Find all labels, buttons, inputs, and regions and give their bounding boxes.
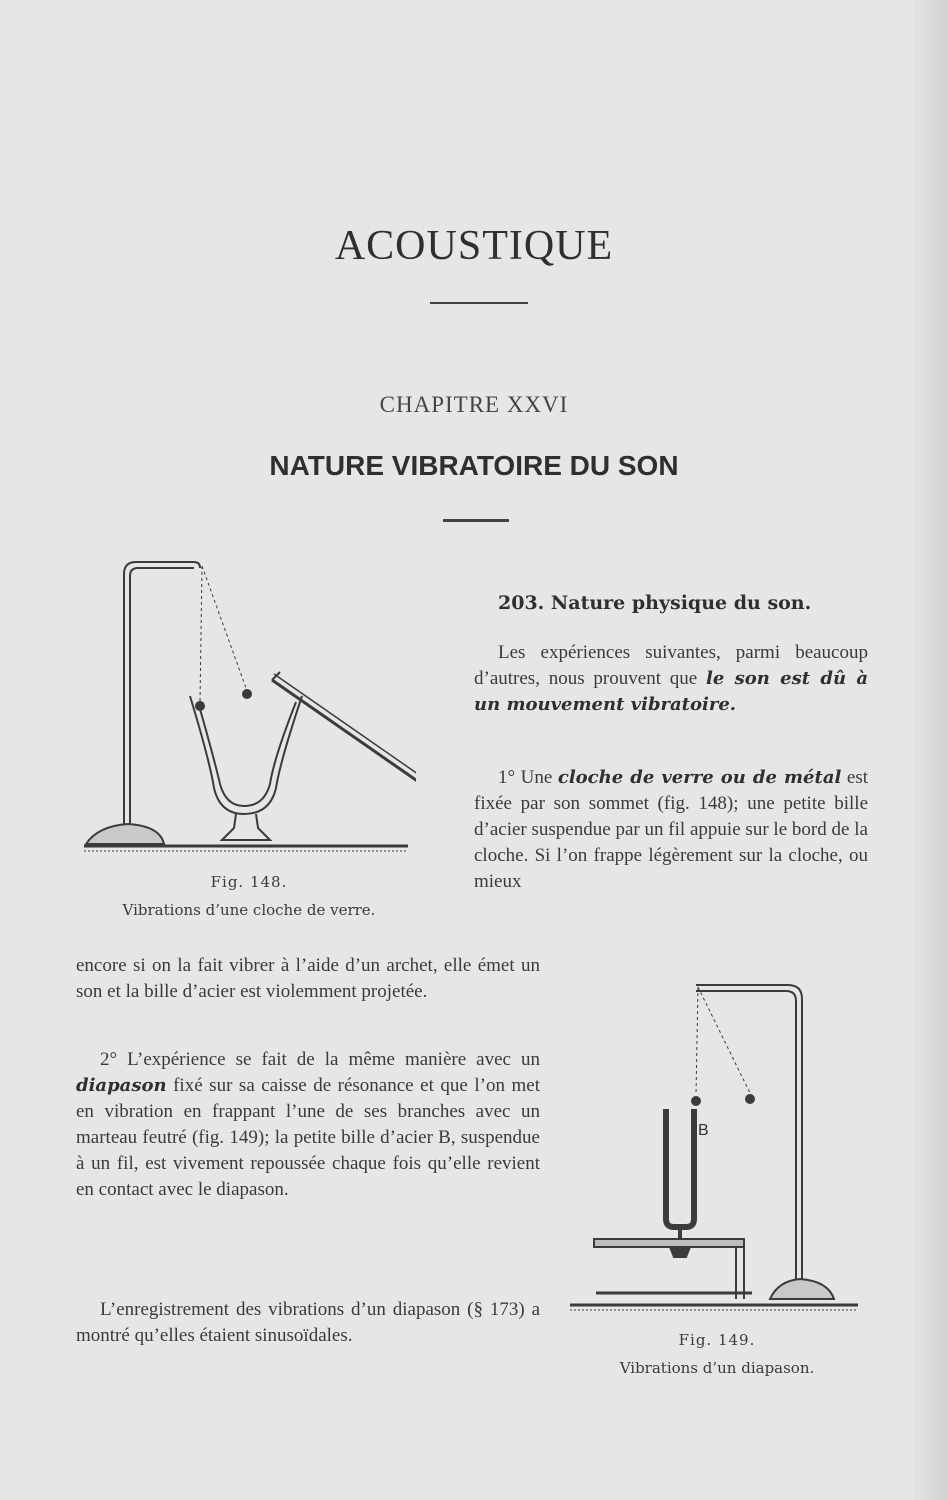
figure-149-caption [582,1331,852,1377]
paragraph-2-text-b: est fixée par son sommet (fig. 148); une petite bille d’acier suspendue par un fil appuie sur le bord de la cloche. Si l’on frappe légèrement sur la cloche, ou mieux [474,767,868,892]
figure-148-caption [76,873,422,919]
figure-148-bell-illustration [76,552,416,858]
subtitle-rule [443,519,509,522]
paragraph-2-emphasis: cloche de verre ou de métal [557,767,842,788]
title-rule [430,302,528,304]
paragraph-1 [474,640,868,718]
figure-149-label-b: B [698,1122,709,1139]
paragraph-3: encore si on la fait vibrer à l’aide d’un archet, elle émet un son et la bille d’acier est violemment projetée. [76,955,540,1002]
figure-149-text: Vibrations d’un diapason. [619,1359,815,1377]
page-title: ACOUSTIQUE [334,223,614,269]
paragraph-4-text-a: 2° L’expérience se fait de la même manière avec un [100,1049,540,1070]
paragraph-2-text-a: 1° Une [498,767,558,788]
paragraph-5: L’enregistrement des vibrations d’un diapason (§ 173) a montré qu’elles étaient sinusoïdales. [76,1299,540,1346]
paragraph-1-text: Les expériences suivantes, parmi beaucoup d’autres, nous prouvent que [474,642,868,689]
figure-148-number: Fig. 148. [210,873,288,891]
paragraph-1-emphasis: le son est dû à un mouvement vibratoire. [474,668,868,715]
paragraph-4 [76,1047,540,1203]
paragraph-2 [474,765,868,895]
section-heading: 203. Nature physique du son. [498,592,812,614]
paragraph-4-text-b: fixé sur sa caisse de résonance et que l’on met en vibration en frappant l’une de ses branches avec un marteau feutré (fig. 149); la petite bille d’acier B, suspendue à un fil, est vivement repoussée chaque fois qu’elle revient en contact avec le diapason. [76,1075,540,1200]
figure-149-tuning-fork-illustration [566,975,866,1315]
figure-148-text: Vibrations d’une cloche de verre. [122,901,376,919]
paragraph-4-emphasis: diapason [76,1075,167,1096]
chapter-subtitle: NATURE VIBRATOIRE DU SON [269,450,679,481]
figure-149-number: Fig. 149. [678,1331,756,1349]
chapter-heading: CHAPITRE XXVI [379,392,569,417]
